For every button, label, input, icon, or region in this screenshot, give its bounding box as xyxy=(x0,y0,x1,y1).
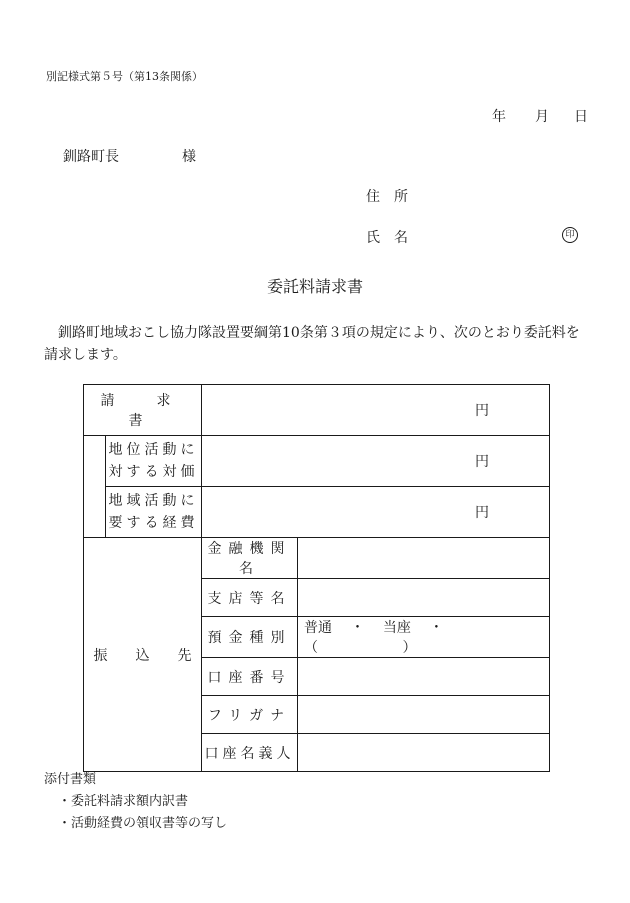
date-day: 日 xyxy=(574,109,588,125)
branch-name-label: 支店等名 xyxy=(202,579,298,617)
bank-name-label: 金融機関名 xyxy=(202,538,298,579)
body-text: 釧路町地域おこし協力隊設置要綱第10条第３項の規定により、次のとおり委託料を請求します。 xyxy=(44,325,580,363)
request-amount[interactable]: 円 xyxy=(202,385,550,436)
expense-label-line-2: 要する経費 xyxy=(108,515,199,531)
furigana-label: フリガナ xyxy=(202,696,298,734)
indent-cell xyxy=(84,436,106,538)
table-row xyxy=(84,385,550,436)
attachment-item: ・委託料請求額内訳書 xyxy=(58,794,189,809)
attachment-item: ・活動経費の領収書等の写し xyxy=(58,816,228,831)
open-paren: （ xyxy=(304,640,318,656)
document-title: 委託料請求書 xyxy=(266,277,363,296)
table-row xyxy=(84,487,550,538)
form-number: 別記様式第５号（第13条関係） xyxy=(46,70,203,83)
table-row xyxy=(84,436,550,487)
table-row xyxy=(84,538,550,579)
account-type-options[interactable] xyxy=(298,617,550,658)
request-table xyxy=(83,384,550,772)
reward-amount[interactable]: 円 xyxy=(202,436,550,487)
transfer-label: 振 込 先 xyxy=(84,538,202,772)
option-checking[interactable]: 当座 xyxy=(382,620,411,636)
request-label: 請 求 書 xyxy=(84,385,202,436)
reward-label-line-1: 地位活動に xyxy=(108,442,199,458)
branch-name-field[interactable] xyxy=(298,579,550,617)
separator-dot: ・ xyxy=(350,620,365,636)
addressee: 釧路町長 xyxy=(63,149,119,165)
account-holder-label: 口座名義人 xyxy=(202,734,298,772)
date-month: 月 xyxy=(535,109,549,125)
name-label: 氏 名 xyxy=(366,230,408,246)
date-year: 年 xyxy=(492,109,506,125)
honorific: 様 xyxy=(182,149,196,165)
furigana-field[interactable] xyxy=(298,696,550,734)
bank-name-field[interactable] xyxy=(298,538,550,579)
account-type-label: 預金種別 xyxy=(202,617,298,658)
reward-label xyxy=(106,436,202,487)
account-number-field[interactable] xyxy=(298,658,550,696)
expense-amount[interactable]: 円 xyxy=(202,487,550,538)
expense-label xyxy=(106,487,202,538)
account-number-label: 口座番号 xyxy=(202,658,298,696)
address-label: 住 所 xyxy=(366,189,408,205)
account-holder-field[interactable] xyxy=(298,734,550,772)
separator-dot: ・ xyxy=(429,620,444,636)
seal-mark: 印 xyxy=(562,227,578,243)
reward-label-line-2: 対する対価 xyxy=(108,464,199,480)
option-ordinary[interactable]: 普通 xyxy=(304,620,332,636)
expense-label-line-1: 地域活動に xyxy=(108,493,199,509)
close-paren: ） xyxy=(402,640,417,656)
attachments-heading: 添付書類 xyxy=(44,772,97,787)
